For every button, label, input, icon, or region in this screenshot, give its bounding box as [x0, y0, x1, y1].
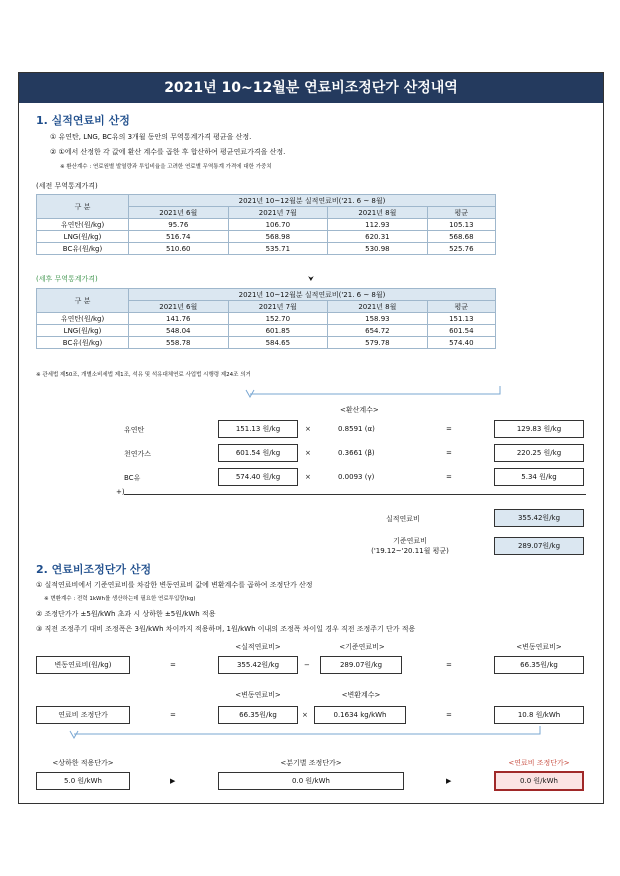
- header-variable: <변동연료비>: [516, 643, 562, 651]
- calc-label: 유연탄: [124, 426, 145, 434]
- month-header: 2021년 6월: [129, 301, 229, 313]
- cell: 152.70: [228, 313, 328, 325]
- cell: 654.72: [328, 325, 428, 337]
- month-header: 2021년 8월: [328, 301, 428, 313]
- limit-value-box: 5.0 원/kWh: [36, 772, 130, 790]
- row-label: BC유(원/kg): [37, 243, 129, 255]
- posttax-price-table: [36, 288, 496, 349]
- calc-label: BC유: [124, 474, 141, 482]
- equals-sign: =: [170, 661, 176, 669]
- table2-caption: (세후 무역통계가격): [36, 275, 98, 283]
- actual-fuel-box: 355.42원/kg: [218, 656, 298, 674]
- cell: 558.78: [129, 337, 229, 349]
- adjustment-label: 연료비 조정단가: [36, 706, 130, 724]
- equals-sign: =: [446, 711, 452, 719]
- row-label: 유연탄(원/kg): [37, 313, 129, 325]
- multiply-sign: ×: [305, 425, 311, 433]
- month-header: 평균: [427, 301, 495, 313]
- cell: 620.31: [328, 231, 428, 243]
- coef-value: 0.0093 (γ): [338, 473, 375, 481]
- cell: 106.70: [228, 219, 328, 231]
- cell: 568.98: [228, 231, 328, 243]
- table1-caption: (세전 무역통계가격): [36, 182, 98, 190]
- cell: 548.04: [129, 325, 229, 337]
- connector-line-icon: [230, 384, 510, 404]
- result-box: 129.83 원/kg: [494, 420, 584, 438]
- adjustment-result: 10.8 원/kWh: [494, 706, 584, 724]
- cell: 510.60: [129, 243, 229, 255]
- cell: 525.76: [427, 243, 495, 255]
- cell: 158.93: [328, 313, 428, 325]
- cell: 151.13: [427, 313, 495, 325]
- base-fuel-value: 289.07원/kg: [494, 537, 584, 555]
- plus-sign: +): [116, 488, 125, 496]
- minus-sign: −: [304, 661, 310, 669]
- cell: 584.65: [228, 337, 328, 349]
- connector-line-icon: [60, 724, 590, 746]
- pretax-price-table: [36, 194, 496, 255]
- equals-sign: =: [446, 661, 452, 669]
- quarter-value-box: 0.0 원/kWh: [218, 772, 404, 790]
- cell: 141.76: [129, 313, 229, 325]
- actual-fuel-value: 355.42원/kg: [494, 509, 584, 527]
- table-row: [37, 337, 496, 349]
- coef-value: 0.3661 (β): [338, 449, 375, 457]
- arrow-right-icon: ▶: [446, 777, 452, 785]
- table-row: [37, 313, 496, 325]
- cell: 574.40: [427, 337, 495, 349]
- month-header: 2021년 7월: [228, 207, 328, 219]
- base-fuel-label: 기준연료비: [393, 537, 427, 545]
- cell: 579.78: [328, 337, 428, 349]
- conv-header: <환산계수>: [340, 406, 379, 414]
- section1-note: ※ 환산계수 : 연료원별 발열량과 투입비율을 고려한 연료별 무역통계 가격에 대한 가중치: [60, 164, 272, 170]
- month-header: 2021년 8월: [328, 207, 428, 219]
- table-row: [37, 243, 496, 255]
- down-arrow-icon: ⮟: [308, 275, 314, 283]
- month-header: 평균: [427, 207, 495, 219]
- price-box: 601.54 원/kg: [218, 444, 298, 462]
- result-box: 5.34 원/kg: [494, 468, 584, 486]
- section1-line2: ② ①에서 산정한 각 값에 환산 계수를 곱한 후 합산하여 평균연료가격을 산정.: [50, 148, 286, 156]
- header-base: <기준연료비>: [339, 643, 385, 651]
- month-header: 2021년 6월: [129, 207, 229, 219]
- result-box: 220.25 원/kg: [494, 444, 584, 462]
- cell: 530.98: [328, 243, 428, 255]
- header-variable: <변동연료비>: [235, 691, 281, 699]
- variable-fuel-result: 66.35원/kg: [494, 656, 584, 674]
- cell: 95.76: [129, 219, 229, 231]
- header-conversion: <변환계수>: [341, 691, 381, 699]
- base-fuel-box: 289.07원/kg: [320, 656, 402, 674]
- price-box: 574.40 원/kg: [218, 468, 298, 486]
- multiply-sign: ×: [302, 711, 308, 719]
- row-label: LNG(원/kg): [37, 325, 129, 337]
- variable-fuel-label: 변동연료비(원/kg): [36, 656, 130, 674]
- conversion-box: 0.1634 kg/kWh: [314, 706, 406, 724]
- header-actual: <실적연료비>: [235, 643, 281, 651]
- calc-label: 천연가스: [124, 450, 152, 458]
- coef-value: 0.8591 (α): [338, 425, 375, 433]
- section2-line3: ③ 직전 조정주기 대비 조정폭은 3원/kWh 차이까지 적용하며, 1원/kWh 이내의 조정폭 차이일 경우 직전 조정주기 단가 적용: [36, 625, 416, 633]
- multiply-sign: ×: [305, 473, 311, 481]
- multiply-sign: ×: [305, 449, 311, 457]
- table-row: [37, 325, 496, 337]
- header-final: <연료비 조정단가>: [508, 759, 570, 767]
- cell: 535.71: [228, 243, 328, 255]
- variable-fuel-box: 66.35원/kg: [218, 706, 298, 724]
- row-label: 유연탄(원/kg): [37, 219, 129, 231]
- base-fuel-period: ('19.12~'20.11월 평균): [371, 547, 449, 555]
- cell: 112.93: [328, 219, 428, 231]
- cell: 568.68: [427, 231, 495, 243]
- cell: 105.13: [427, 219, 495, 231]
- table-row: [37, 231, 496, 243]
- header-limit: <상하한 적용단가>: [52, 759, 114, 767]
- arrow-right-icon: ▶: [170, 777, 176, 785]
- section2-heading: 2. 연료비조정단가 산정: [36, 563, 152, 576]
- header-quarter: <분기별 조정단가>: [280, 759, 342, 767]
- month-header: 2021년 7월: [228, 301, 328, 313]
- section2-line2: ② 조정단가가 ±5원/kWh 초과 시 상하한 ±5원/kWh 적용: [36, 610, 216, 618]
- equals-sign: =: [446, 473, 452, 481]
- col-label: 구 분: [37, 289, 129, 313]
- row-label: LNG(원/kg): [37, 231, 129, 243]
- equals-sign: =: [446, 425, 452, 433]
- cell: 516.74: [129, 231, 229, 243]
- col-label: 구 분: [37, 195, 129, 219]
- section2-note: ※ 변환계수 : 전력 1kWh를 생산하는데 필요한 연료투입량(kg): [44, 596, 196, 602]
- table-header-span: 2021년 10~12월분 실적연료비('21. 6 ~ 8월): [129, 289, 496, 301]
- section2-line1: ① 실적연료비에서 기준연료비를 차감한 변동연료비 값에 변환계수를 곱하여 조정단가 산정: [36, 581, 313, 589]
- equals-sign: =: [446, 449, 452, 457]
- final-adjustment-box: 0.0 원/kWh: [494, 771, 584, 791]
- table-header-span: 2021년 10~12월분 실적연료비('21. 6 ~ 8월): [129, 195, 496, 207]
- table-row: [37, 219, 496, 231]
- price-box: 151.13 원/kg: [218, 420, 298, 438]
- section1-heading: 1. 실적연료비 산정: [36, 114, 130, 127]
- sum-divider: [124, 494, 586, 495]
- cell: 601.85: [228, 325, 328, 337]
- document-frame: [18, 72, 604, 804]
- section1-line1: ① 유연탄, LNG, BC유의 3개월 동안의 무역통계가격 평균을 산정.: [50, 133, 252, 141]
- equals-sign: =: [170, 711, 176, 719]
- cell: 601.54: [427, 325, 495, 337]
- actual-fuel-label: 실적연료비: [386, 515, 420, 523]
- page-title: 2021년 10~12월분 연료비조정단가 산정내역: [19, 73, 603, 103]
- row-label: BC유(원/kg): [37, 337, 129, 349]
- law-note: ※ 관세법 제50조, 개별소비세법 제1조, 석유 및 석유대체연료 사업법 시행령 제24조 의거: [36, 372, 251, 378]
